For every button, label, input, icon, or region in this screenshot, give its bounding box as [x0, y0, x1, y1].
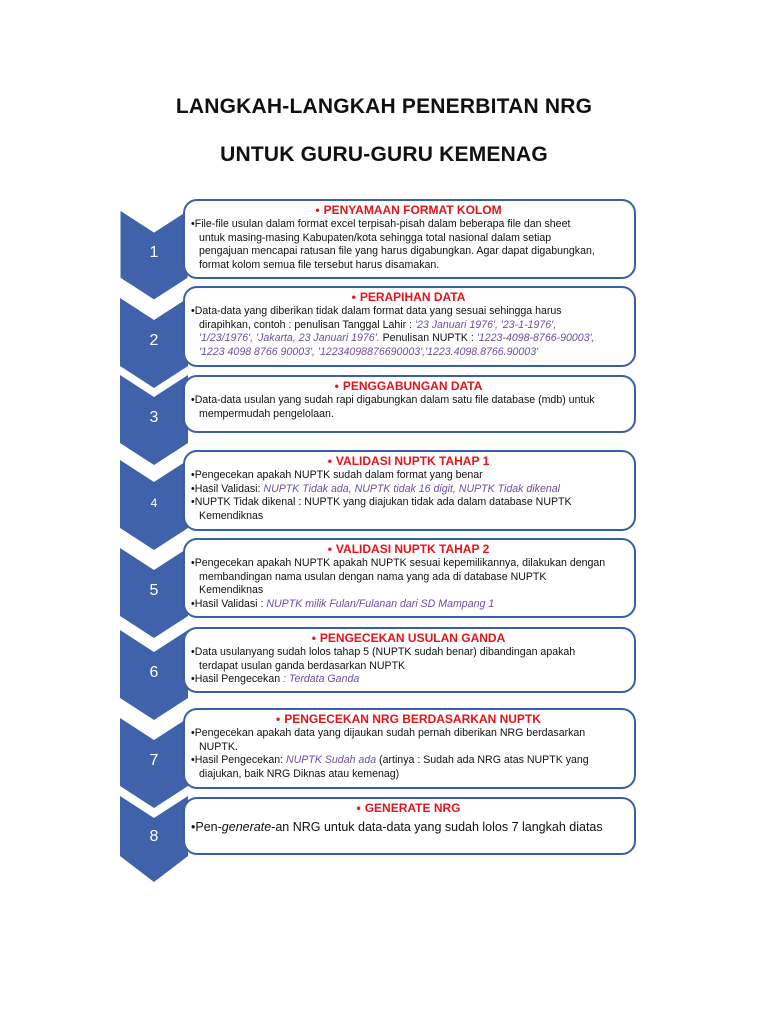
step-4-heading: • VALIDASI NUPTK TAHAP 1 [327, 454, 490, 468]
page-title-line2: UNTUK GURU-GURU KEMENAG [220, 143, 548, 166]
step-6-number: 6 [149, 664, 159, 681]
step-8-box: • GENERATE NRG •Pen-generate-an NRG untuk data-data yang sudah lolos 7 langkah diatas [183, 797, 636, 855]
step-2-box: • PERAPIHAN DATA •Data-data yang diberikan tidak dalam format data yang sesuai sehingga harus dirapihkan, contoh : penulisan Tanggal Lahir : '23 Januari 1976', '23-1-1976', '1/23/1976', 'Jakarta, 23 Januari 1976'. Penulisan NUPTK : '1223-4098-8766-90003', '1223 4098 8766 90003', '12234098876690003','1223.4098.8766.90003' [183, 286, 636, 367]
step-2-heading: • PERAPIHAN DATA [351, 290, 466, 304]
step-2-number: 2 [149, 332, 159, 349]
step-4-box: • VALIDASI NUPTK TAHAP 1 •Pengecekan apakah NUPTK sudah dalam format yang benar •Hasil Validasi: NUPTK Tidak ada, NUPTK tidak 16 digit, NUPTK Tidak dikenal •NUPTK Tidak dikenal : NUPTK yang diajukan tidak ada dalam database NUPTK Kemendiknas [183, 450, 636, 531]
step-5-chevron [120, 548, 188, 638]
step-7-chevron [120, 718, 188, 808]
step-4-number: 4 [150, 496, 158, 510]
step-5-box: • VALIDASI NUPTK TAHAP 2 •Pengecekan apakah NUPTK apakah NUPTK sesuai kepemilikannya, dilakukan dengan membandingan nama usulan dengan nama yang ada di database NUPTK Kemendiknas •Hasil Validasi : NUPTK milik Fulan/Fulanan dari SD Mampang 1 [183, 538, 636, 618]
step-3-heading: • PENGGABUNGAN DATA [334, 379, 483, 393]
step-1-chevron [120, 210, 188, 300]
step-1-heading: • PENYAMAAN FORMAT KOLOM [315, 203, 502, 217]
step-8-chevron [120, 796, 188, 882]
step-5-heading: • VALIDASI NUPTK TAHAP 2 [327, 542, 490, 556]
step-4-chevron [120, 460, 188, 550]
step-8-number: 8 [149, 828, 159, 845]
step-1-box: • PENYAMAAN FORMAT KOLOM •File-file usulan dalam format excel terpisah-pisah dalam beberapa file dan sheet untuk masing-masing Kabupaten/kota sehingga total nasional dalam setiap pengajuan mencapai ratusan file yang harus digabungkan. Agar dapat digabungkan, format kolom semua file tersebut harus disamakan. [183, 199, 636, 279]
step-8-heading: • GENERATE NRG [356, 801, 461, 815]
step-3-number: 3 [149, 409, 159, 426]
step-7-heading: • PENGECEKAN NRG BERDASARKAN NUPTK [276, 712, 541, 726]
step-7-box: • PENGECEKAN NRG BERDASARKAN NUPTK •Pengecekan apakah data yang dijaukan sudah pernah diberikan NRG berdasarkan NUPTK. •Hasil Pengecekan: NUPTK Sudah ada (artinya : Sudah ada NRG atas NUPTK yang diajukan, baik NRG Diknas atau kemenag) [183, 708, 636, 789]
step-6-heading: • PENGECEKAN USULAN GANDA [311, 631, 506, 645]
step-5-number: 5 [149, 582, 159, 599]
step-3-box: • PENGGABUNGAN DATA •Data-data usulan yang sudah rapi digabungkan dalam satu file database (mdb) untuk mempermudah pengelolaan. [183, 375, 636, 433]
step-6-chevron [120, 630, 188, 720]
step-6-box: • PENGECEKAN USULAN GANDA •Data usulanyang sudah lolos tahap 5 (NUPTK sudah benar) dibandingan apakah terdapat usulan ganda berdasarkan NUPTK •Hasil Pengecekan : Terdata Ganda [183, 627, 636, 693]
step-3-chevron [120, 375, 188, 465]
page-title-line1: LANGKAH-LANGKAH PENERBITAN NRG [175, 95, 593, 118]
step-7-number: 7 [149, 752, 159, 769]
step-1-number: 1 [149, 244, 159, 261]
